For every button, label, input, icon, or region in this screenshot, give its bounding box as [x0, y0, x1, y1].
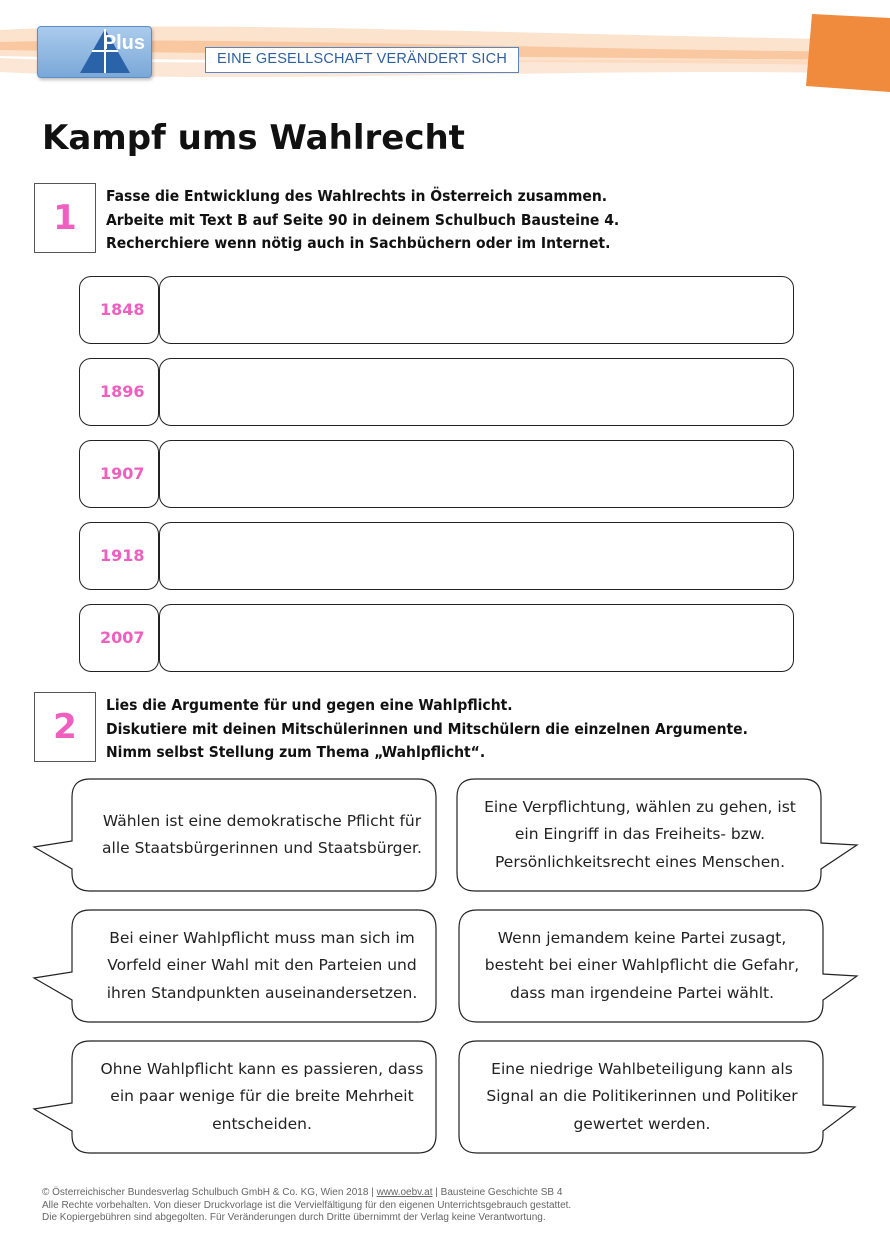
year-label: 2007 — [79, 604, 159, 672]
year-row-1896 — [79, 358, 795, 426]
year-label: 1848 — [79, 276, 159, 344]
argument-bubble — [32, 779, 472, 899]
task-1-line: Arbeite mit Text B auf Seite 90 in deinem Schulbuch Bausteine 4. — [106, 210, 620, 229]
copyright-footer: © Österreichischer Bundesverlag Schulbuch GmbH & Co. KG, Wien 2018 | www.oebv.at | Bausteine Geschichte SB 4 Alle Rechte vorbehalten. Von dieser Druckvorlage ist die Vervielfältigung für den eigenen Unterrichtsgebrauch gestattet. Die Kopiergebühren sind abgegolten. Für Veränderungen durch Dritte übernimmt der Verlag keine Verantwortung. — [42, 1187, 742, 1225]
task-number-1: 1 — [34, 183, 96, 253]
year-row-1918 — [79, 522, 795, 590]
task-2-line: Diskutiere mit deinen Mitschülerinnen und Mitschülern die einzelnen Argumente. — [106, 719, 748, 738]
task-2-line: Nimm selbst Stellung zum Thema „Wahlpflicht“. — [106, 743, 486, 761]
task-number-2: 2 — [34, 692, 96, 762]
task-1-line: Recherchiere wenn nötig auch in Sachbüchern oder im Internet. — [106, 234, 611, 252]
argument-bubble — [32, 910, 472, 1030]
task-1-line: Fasse die Entwicklung des Wahlrechts in Österreich zusammen. — [106, 187, 608, 205]
argument-bubble — [459, 1041, 890, 1161]
year-label: 1907 — [79, 440, 159, 508]
task-1-instructions — [106, 185, 619, 256]
answer-field[interactable] — [159, 522, 794, 590]
answer-field[interactable] — [159, 358, 794, 426]
argument-bubble — [457, 779, 890, 899]
publisher-link[interactable]: www.oebv.at — [376, 1187, 433, 1198]
argument-bubble — [459, 910, 890, 1030]
argument-text: Wenn jemandem keine Partei zusagt, besteht bei einer Wahlpflicht die Gefahr, dass man irgendeine Partei wählt. — [484, 928, 800, 1002]
series-title: EINE GESELLSCHAFT VERÄNDERT SICH — [205, 47, 519, 73]
year-row-2007 — [79, 604, 795, 672]
year-label: 1896 — [79, 358, 159, 426]
year-row-1907 — [79, 440, 795, 508]
argument-text: Bei einer Wahlpflicht muss man sich im Vorfeld einer Wahl mit den Parteien und ihren Standpunkten auseinandersetzen. — [106, 928, 418, 1002]
task-2-instructions — [106, 694, 748, 765]
argument-text: Eine Verpflichtung, wählen zu gehen, ist ein Eingriff in das Freiheits- bzw. Persönlichkeitsrecht eines Menschen. — [484, 797, 796, 871]
year-row-1848 — [79, 276, 795, 344]
logo-plus-text: Plus — [102, 32, 145, 54]
argument-bubble — [32, 1041, 472, 1161]
footer-fees: Die Kopiergebühren sind abgegolten. Für Veränderungen durch Dritte übernimmt der Verlag keine Verantwortung. — [42, 1212, 546, 1223]
task-2-line: Lies die Argumente für und gegen eine Wahlpflicht. — [106, 696, 513, 714]
page-title: Kampf ums Wahlrecht — [42, 118, 465, 158]
publisher-logo — [37, 26, 152, 78]
year-label: 1918 — [79, 522, 159, 590]
footer-rights: Alle Rechte vorbehalten. Von dieser Druckvorlage ist die Vervielfältigung für den eigenen Unterrichtsgebrauch gestattet. — [42, 1199, 572, 1211]
argument-text: Wählen ist eine demokratische Pflicht für alle Staatsbürgerinnen und Staatsbürger. — [102, 811, 422, 857]
argument-text: Ohne Wahlpflicht kann es passieren, dass ein paar wenige für die breite Mehrheit entscheiden. — [100, 1059, 424, 1133]
answer-field[interactable] — [159, 276, 794, 344]
answer-field[interactable] — [159, 604, 794, 672]
argument-text: Eine niedrige Wahlbeteiligung kann als Signal an die Politikerinnen und Politiker gewertet werden. — [486, 1059, 798, 1133]
answer-field[interactable] — [159, 440, 794, 508]
